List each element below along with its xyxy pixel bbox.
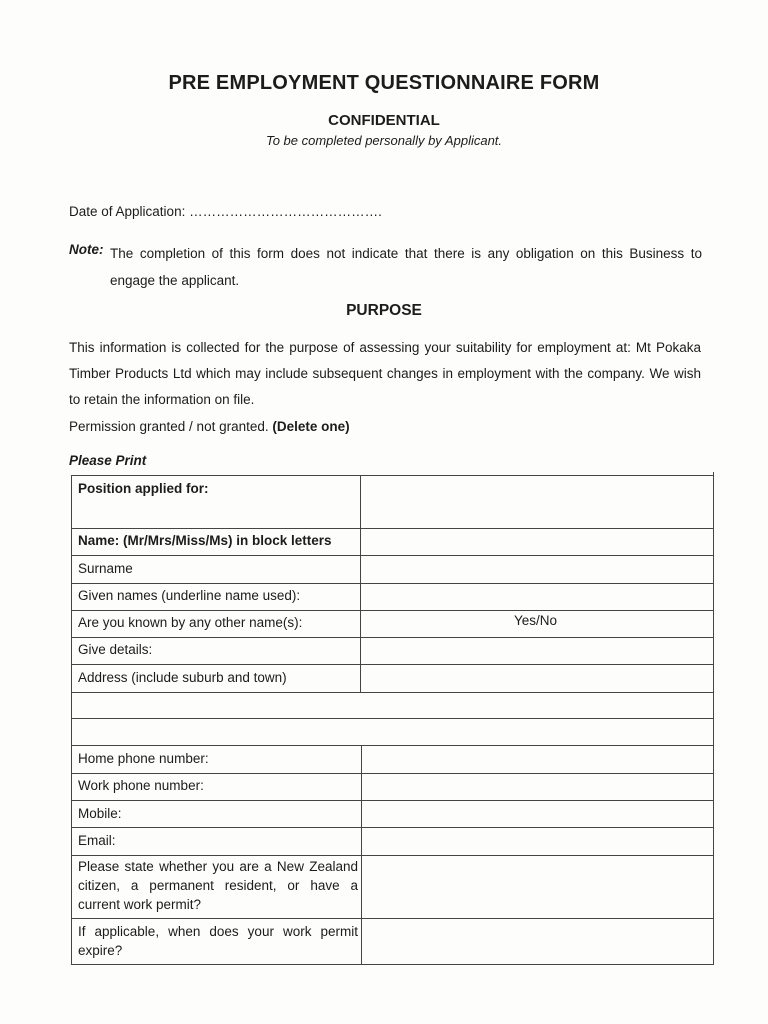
home-phone-label: Home phone number: — [78, 751, 209, 766]
position-applied-field[interactable] — [362, 476, 712, 527]
permission-line — [69, 419, 350, 434]
table-line — [71, 610, 714, 611]
permit-expiry-label: If applicable, when does your work permit expire? — [78, 924, 358, 958]
position-applied-label: Position applied for: — [78, 481, 209, 496]
table-divider-upper — [360, 475, 361, 693]
completion-instruction: To be completed personally by Applicant. — [265, 133, 503, 148]
date-of-application-blank: ……………………………………. — [189, 204, 382, 219]
please-print-label: Please Print — [69, 453, 147, 468]
purpose-heading: PURPOSE — [346, 302, 422, 319]
email-field[interactable] — [362, 828, 712, 854]
date-of-application-label: Date of Application: — [69, 204, 186, 219]
permission-delete-one: (Delete one) — [272, 419, 350, 434]
permit-expiry-field[interactable] — [362, 919, 712, 963]
form-title: PRE EMPLOYMENT QUESTIONNAIRE FORM — [168, 72, 600, 94]
note-text: The completion of this form does not indicate that there is any obligation on this Business to engage the applicant. — [110, 246, 702, 288]
email-label: Email: — [78, 833, 116, 848]
table-line — [71, 964, 714, 965]
given-names-label: Given names (underline name used): — [78, 588, 301, 603]
surname-label: Surname — [78, 561, 133, 576]
citizenship-label: Please state whether you are a New Zealand citizen, a permanent resident, or have a current work permit? — [78, 859, 358, 912]
citizenship-field[interactable] — [362, 856, 712, 917]
mobile-label: Mobile: — [78, 806, 122, 821]
give-details-field[interactable] — [362, 638, 712, 663]
table-line — [71, 528, 714, 529]
other-names-label: Are you known by any other name(s): — [78, 615, 303, 630]
address-field[interactable] — [362, 665, 712, 691]
work-phone-label: Work phone number: — [78, 778, 204, 793]
address-line-3-field[interactable] — [72, 719, 712, 744]
give-details-label: Give details: — [78, 642, 153, 657]
home-phone-field[interactable] — [362, 746, 712, 772]
other-names-yes-no[interactable]: Yes/No — [514, 613, 558, 628]
permission-text: Permission granted / not granted. — [69, 419, 269, 434]
date-of-application — [69, 204, 382, 219]
name-header-label: Name: (Mr/Mrs/Miss/Ms) in block letters — [78, 533, 332, 548]
surname-field[interactable] — [362, 556, 712, 582]
address-label: Address (include suburb and town) — [78, 670, 287, 685]
mobile-field[interactable] — [362, 801, 712, 826]
purpose-text: This information is collected for the purpose of assessing your suitability for employment at: Mt Pokaka Timber Products Ltd which may include subsequent changes in employment with the company. We wish to retain the information on file. — [69, 340, 701, 407]
confidential-label: CONFIDENTIAL — [328, 112, 440, 129]
given-names-field[interactable] — [362, 584, 712, 609]
note-label: Note: — [69, 242, 104, 257]
address-line-2-field[interactable] — [72, 693, 712, 717]
work-phone-field[interactable] — [362, 774, 712, 799]
